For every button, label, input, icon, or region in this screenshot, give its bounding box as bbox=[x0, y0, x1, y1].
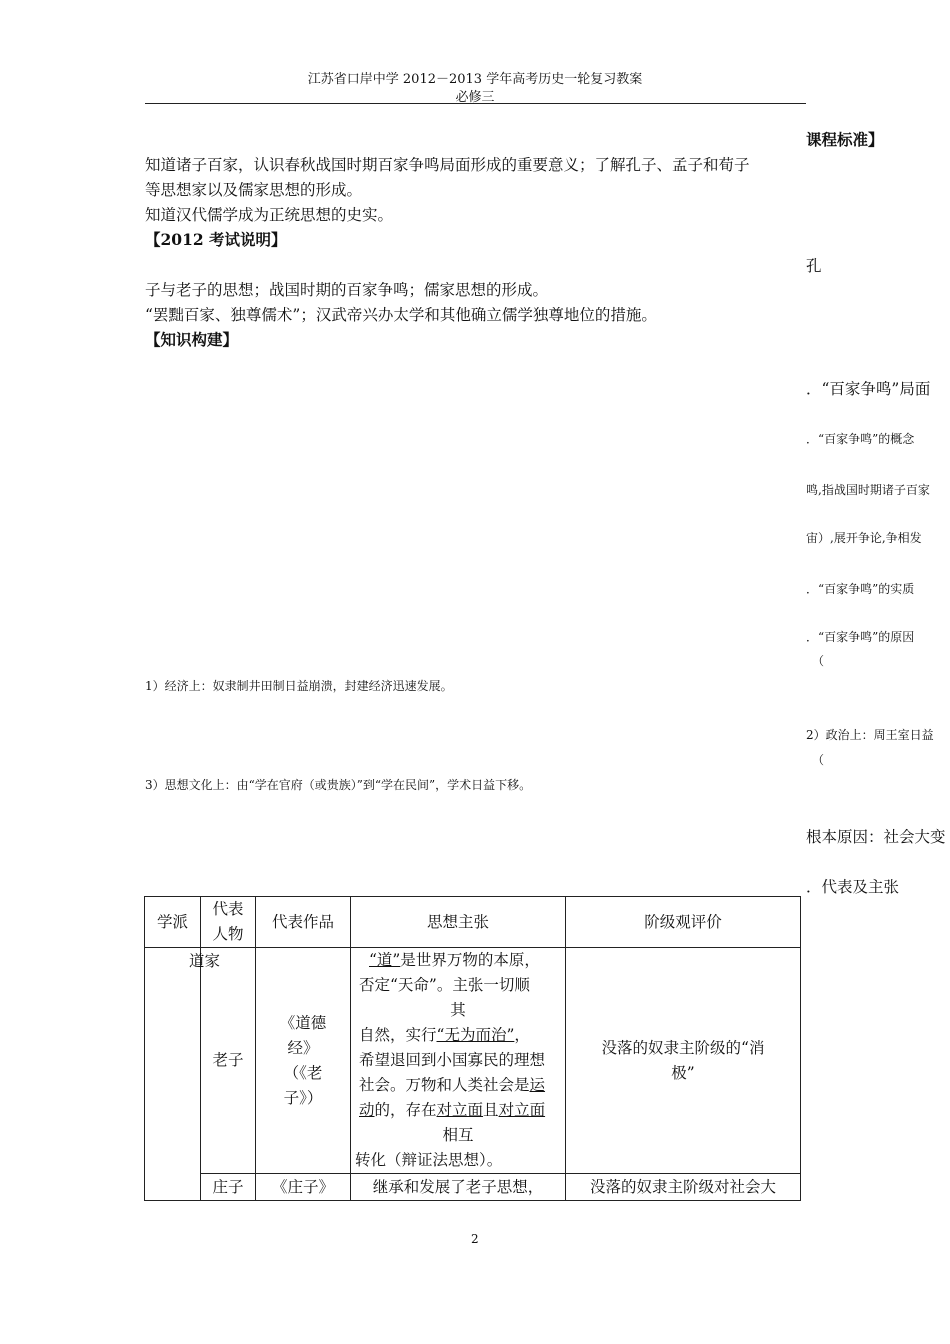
thought-text: ， bbox=[514, 1026, 530, 1044]
person-zhuangzi: 庄子 bbox=[201, 1174, 256, 1201]
right-fragment-3: 鸣,指战国时期诸子百家 bbox=[806, 483, 930, 497]
paragraph-2: 等思想家以及儒家思想的形成。 bbox=[145, 181, 363, 199]
right-fragment-kong: 孔 bbox=[806, 257, 822, 275]
table-row bbox=[145, 1174, 801, 1201]
person-laozi: 老子 bbox=[201, 948, 256, 1174]
header-work: 代表作品 bbox=[256, 897, 351, 948]
evaluation-zhuangzi: 没落的奴隶主阶级对社会大 bbox=[566, 1174, 801, 1201]
thought-line bbox=[359, 1123, 557, 1148]
right-fragment-4: 宙）,展开争论,争相发 bbox=[806, 531, 922, 545]
thought-text: 否定“天命”。主张一切顺 bbox=[359, 976, 530, 994]
work-line: （《老 bbox=[283, 1063, 323, 1082]
term-dao: “道” bbox=[369, 951, 401, 969]
thought-zhuangzi: 继承和发展了老子思想， bbox=[351, 1174, 566, 1201]
header-evaluation: 阶级观评价 bbox=[566, 897, 801, 948]
right-fragment-5: ．“百家争鸣”的实质 bbox=[806, 582, 915, 596]
thought-text: 其 bbox=[450, 1001, 466, 1019]
exam-2012-heading: 【2012 考试说明】 bbox=[145, 230, 287, 249]
right-fragment-8: 根本原因：社会大变 bbox=[806, 828, 946, 846]
header-person-line1: 代表 bbox=[212, 900, 244, 918]
evaluation-line: 没落的奴隶主阶级的“消 bbox=[601, 1038, 765, 1057]
header-person bbox=[201, 897, 256, 948]
work-line: 经》 bbox=[287, 1038, 319, 1057]
thought-text: 希望退回到小国寡民的理想 bbox=[359, 1051, 546, 1069]
right-fragment-1: ．“百家争鸣”局面 bbox=[806, 380, 931, 398]
thought-line bbox=[359, 1023, 557, 1048]
thought-text: 社会。万物和人类社会是 bbox=[359, 1076, 530, 1094]
term-opposite: 对立面 bbox=[436, 1101, 484, 1119]
right-fragment-9: ．代表及主张 bbox=[806, 878, 900, 896]
header-title: 江苏省口岸中学 2012－2013 学年高考历史一轮复习教案 bbox=[307, 72, 643, 87]
paragraph-1: 知道诸子百家，认识春秋战国时期百家争鸣局面形成的重要意义；了解孔子、孟子和荀子 bbox=[145, 156, 750, 174]
school-name: 道家 bbox=[189, 952, 221, 970]
term-motion: 运 bbox=[529, 1076, 546, 1094]
paragraph-3: 知道汉代儒学成为正统思想的史实。 bbox=[145, 206, 394, 224]
term-wuwei: “无为而治” bbox=[436, 1026, 515, 1044]
work-zhuangzi: 《庄子》 bbox=[256, 1174, 351, 1201]
table-row bbox=[145, 948, 801, 1174]
header-person-line2: 人物 bbox=[212, 925, 244, 943]
course-standard-heading: 课程标准】 bbox=[806, 130, 884, 149]
evaluation-laozi bbox=[566, 948, 801, 1174]
work-line: 子》） bbox=[283, 1088, 323, 1107]
thought-text: 且 bbox=[483, 1101, 499, 1119]
thought-laozi bbox=[351, 948, 566, 1174]
thought-line bbox=[359, 998, 557, 1023]
work-line: 《道德 bbox=[279, 1013, 327, 1032]
header-school: 学派 bbox=[145, 897, 201, 948]
knowledge-heading: 【知识构建】 bbox=[145, 330, 239, 349]
school-cell bbox=[145, 948, 221, 1201]
right-paren-2: （ bbox=[812, 753, 825, 767]
schools-table bbox=[144, 896, 801, 1201]
thought-text: 相互 bbox=[442, 1126, 474, 1144]
thought-line bbox=[359, 1048, 557, 1073]
work-laozi bbox=[256, 948, 351, 1174]
right-fragment-2: ．“百家争鸣”的概念 bbox=[806, 432, 915, 446]
table-header-row bbox=[145, 897, 801, 948]
term-motion: 动 bbox=[359, 1101, 375, 1119]
header-subtitle: 必修三 bbox=[455, 90, 495, 105]
thought-line bbox=[359, 973, 557, 998]
cause-culture: 3）思想文化上：由“学在官府（或贵族）”到“学在民间”，学术日益下移。 bbox=[145, 778, 532, 792]
evaluation-line: 极” bbox=[671, 1063, 695, 1082]
thought-line bbox=[359, 1098, 557, 1123]
thought-line bbox=[359, 948, 557, 973]
thought-text: 的，存在 bbox=[374, 1101, 437, 1119]
paragraph-5: “罢黜百家、独尊儒术”；汉武帝兴办太学和其他确立儒学独尊地位的措施。 bbox=[145, 306, 657, 324]
cause-economic: 1）经济上：奴隶制井田制日益崩溃，封建经济迅速发展。 bbox=[145, 679, 453, 693]
right-fragment-7: 2）政治上：周王室日益 bbox=[806, 728, 934, 742]
paragraph-4: 子与老子的思想；战国时期的百家争鸣；儒家思想的形成。 bbox=[145, 281, 549, 299]
page-number: 2 bbox=[471, 1232, 479, 1246]
thought-text: 是世界万物的本原， bbox=[400, 951, 540, 969]
right-paren-1: （ bbox=[812, 654, 825, 668]
thought-line bbox=[355, 1148, 557, 1173]
header-thought: 思想主张 bbox=[351, 897, 566, 948]
header-rule bbox=[145, 103, 806, 104]
thought-text: 自然，实行 bbox=[359, 1026, 437, 1044]
right-fragment-6: ．“百家争鸣”的原因 bbox=[806, 630, 915, 644]
term-opposite: 对立面 bbox=[498, 1101, 546, 1119]
thought-line bbox=[359, 1073, 557, 1098]
thought-text: 转化（辩证法思想）。 bbox=[355, 1151, 503, 1169]
